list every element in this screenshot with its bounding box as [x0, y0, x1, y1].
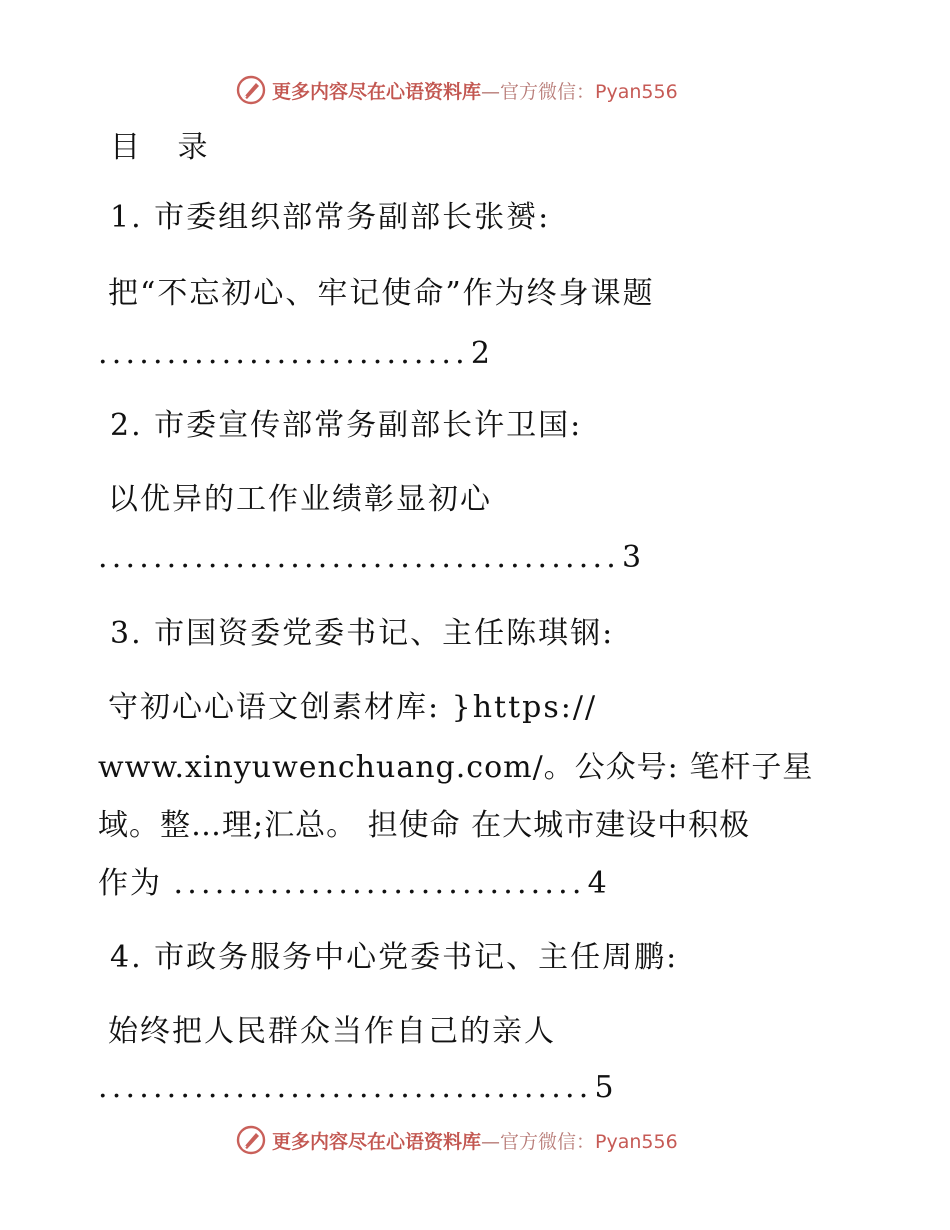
toc-item-4-heading: 4. 市政务服务中心党委书记、主任周鹏: [110, 940, 679, 975]
toc-item-1-page: 2 [470, 336, 490, 371]
leader-dots: .............................. [173, 866, 586, 901]
watermark-text [272, 77, 678, 104]
toc-item-1-title: 把“不忘初心、牢记使命”作为终身课题 [108, 276, 655, 311]
toc-item-2-leader [98, 538, 641, 578]
watermark-side: —官方微信： [481, 1130, 596, 1153]
toc-item-3-leader [98, 864, 607, 904]
leader-dots: ...................................... [98, 540, 620, 575]
watermark-main: 更多内容尽在心语资料库 [272, 1130, 482, 1153]
quill-logo-icon [236, 1125, 266, 1155]
toc-item-3-title-line-1: 守初心心语文创素材库: }https:// [108, 690, 598, 725]
watermark-id: Pyan556 [595, 1130, 678, 1153]
toc-item-3-title-line-2: www.xinyuwenchuang.com/。公众号: 笔杆子星 [98, 750, 814, 785]
toc-item-4-title: 始终把人民群众当作自己的亲人 [108, 1014, 556, 1049]
quill-logo-icon [236, 75, 266, 105]
toc-title: 目 录 [110, 130, 222, 165]
leader-dots: ........................... [98, 336, 469, 371]
toc-item-3-heading: 3. 市国资委党委书记、主任陈琪钢: [110, 616, 615, 651]
toc-item-2-page: 3 [621, 540, 642, 575]
toc-item-4-leader [98, 1068, 614, 1108]
toc-item-4-page: 5 [594, 1070, 614, 1105]
watermark-text [272, 1127, 678, 1154]
toc-item-3-page: 4 [587, 866, 607, 901]
leader-dots: .................................... [98, 1070, 593, 1105]
toc-item-2-heading: 2. 市委宣传部常务副部长许卫国: [110, 408, 583, 443]
watermark-id: Pyan556 [595, 80, 678, 103]
watermark-side: —官方微信： [481, 80, 596, 103]
toc-item-3-title-line-3: 域。整…理;汇总。 担使命 在大城市建设中积极 [98, 808, 751, 843]
toc-item-1-heading: 1. 市委组织部常务副部长张赟: [110, 200, 551, 235]
toc-item-3-title-line-4: 作为 [98, 866, 174, 901]
footer-watermark [236, 1122, 678, 1158]
header-watermark [236, 72, 678, 108]
watermark-main: 更多内容尽在心语资料库 [272, 80, 482, 103]
toc-item-2-title: 以优异的工作业绩彰显初心 [108, 482, 492, 517]
toc-item-1-leader [98, 334, 490, 374]
